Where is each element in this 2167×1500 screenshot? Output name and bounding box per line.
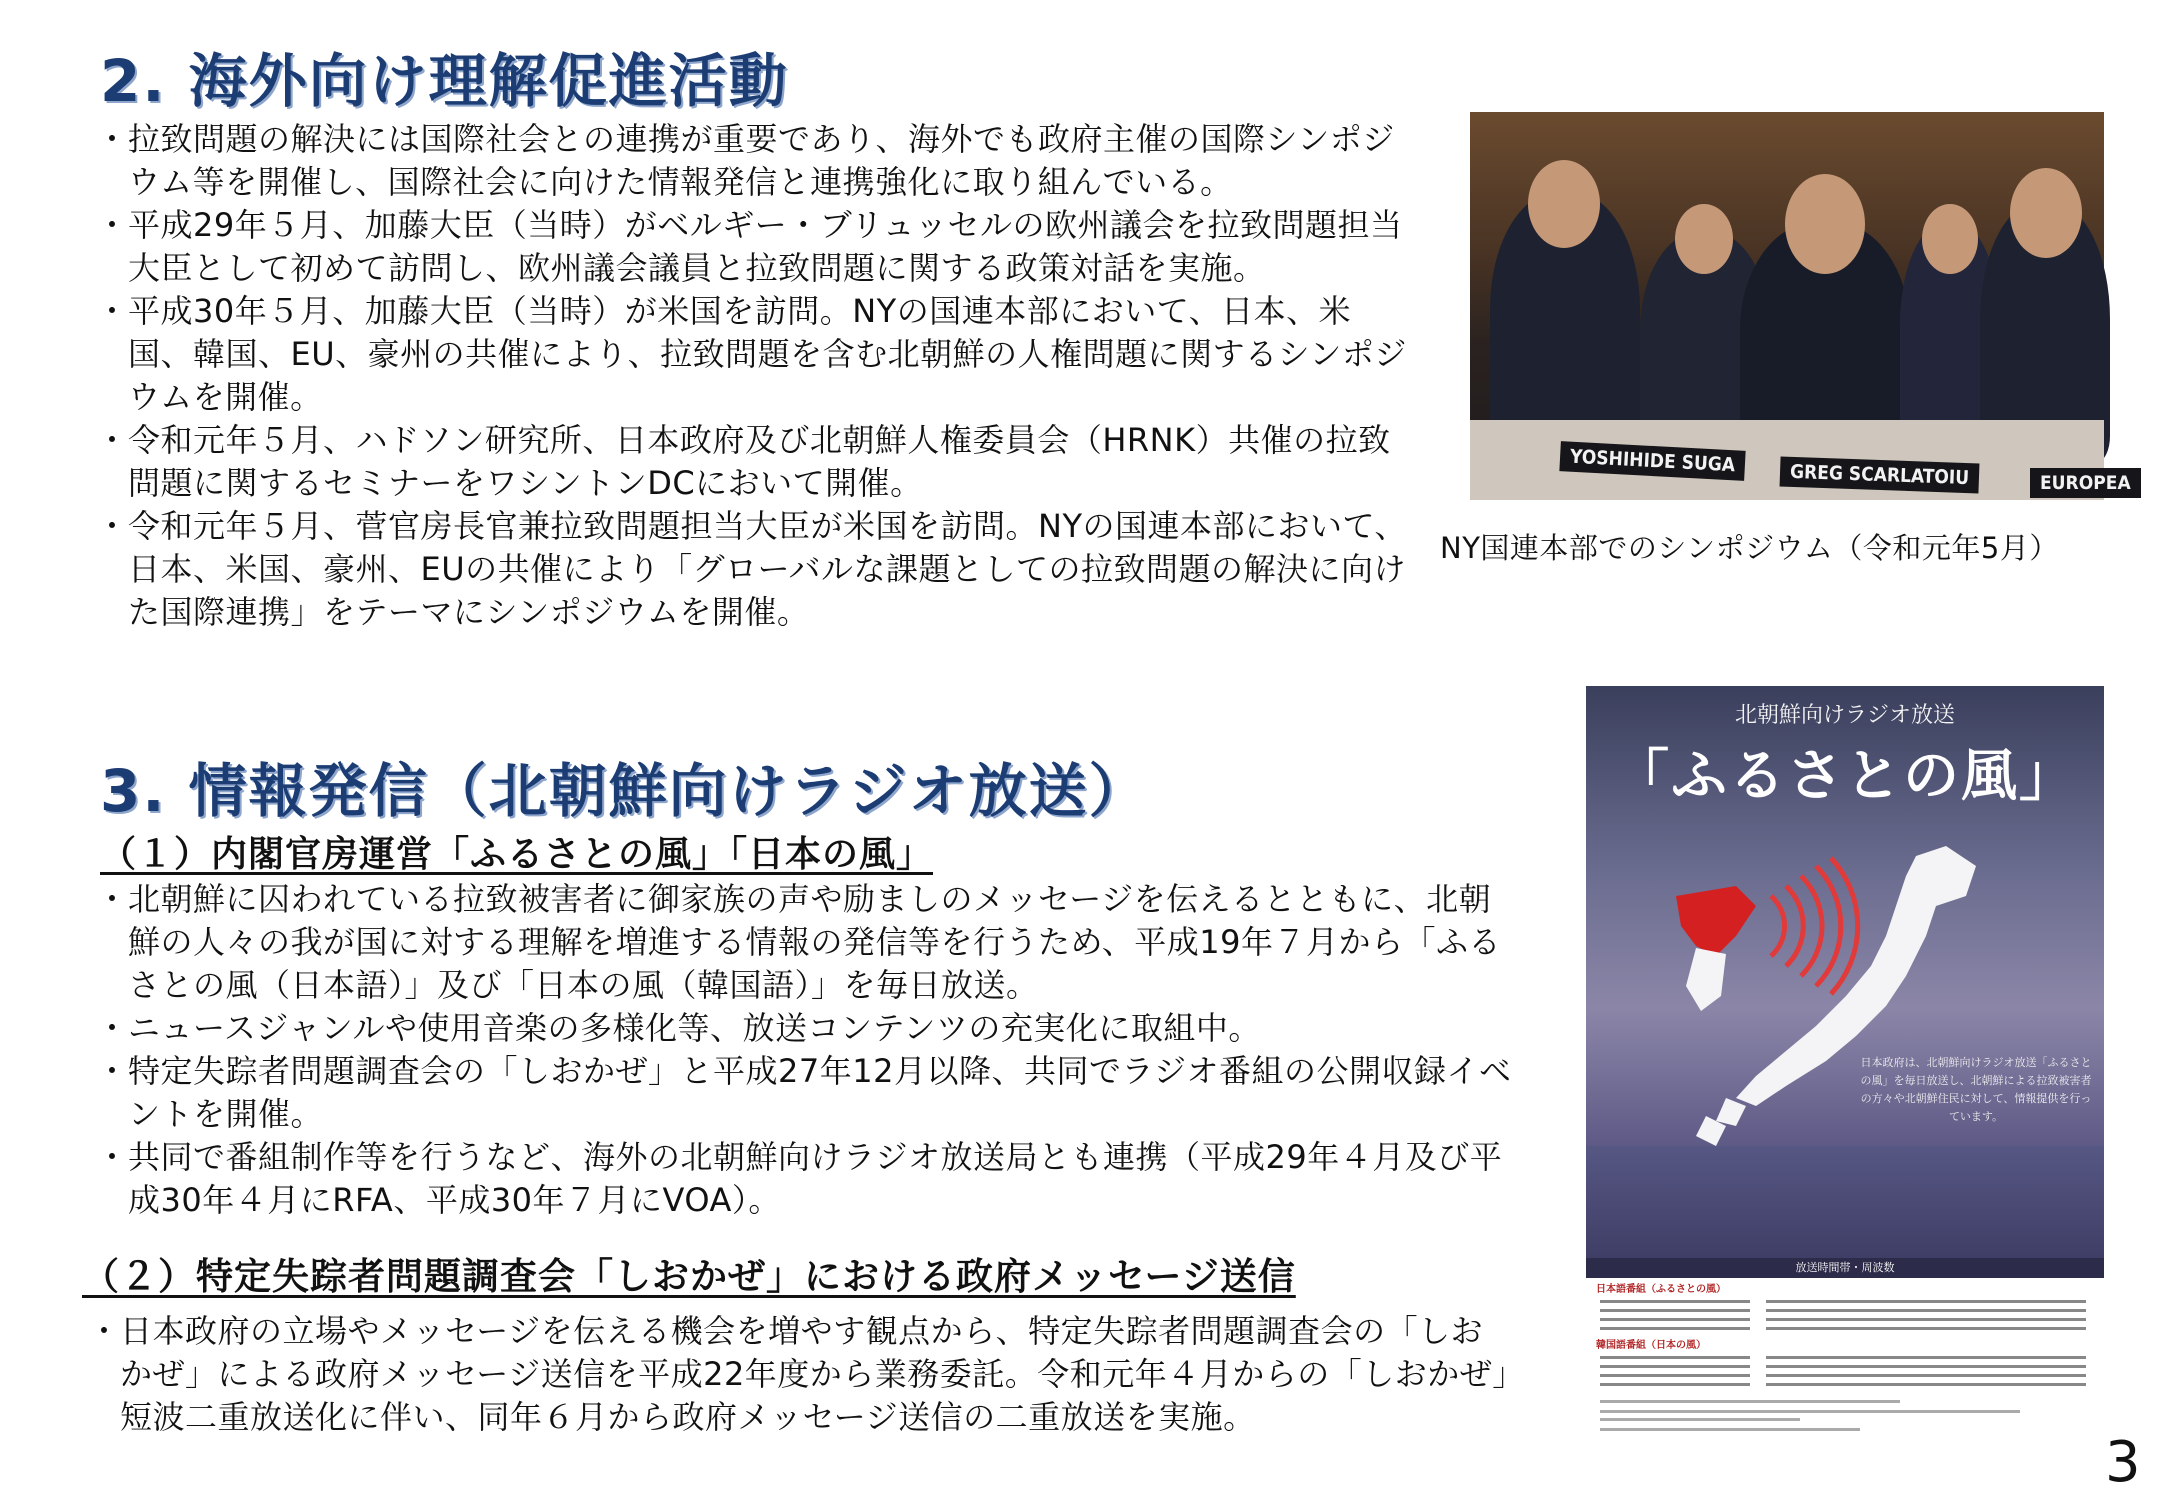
poster-footer-placeholder	[1596, 1396, 2094, 1436]
schedule-table	[1596, 1284, 2094, 1440]
subsection1-bullets	[102, 878, 1512, 1222]
list-item: ・ 拉致問題の解決には国際社会との連携が重要であり、海外でも政府主催の国際シンポジウム等を開催し、国際社会に向けた情報発信と連携強化に取り組んでいる。	[102, 118, 1412, 204]
radio-poster	[1586, 686, 2104, 1411]
photo-caption: NY国連本部でのシンポジウム（令和元年5月）	[1440, 531, 2059, 565]
nameplate: YOSHIHIDE SUGA	[1559, 441, 1745, 481]
symposium-photo	[1470, 112, 2131, 500]
nameplate: GREG SCARLATOIU	[1780, 457, 1980, 494]
list-item: ・ ニュースジャンルや使用音楽の多様化等、放送コンテンツの充実化に取組中。	[102, 1007, 1512, 1050]
schedule-jp-title: 日本語番組（ふるさとの風）	[1596, 1284, 1726, 1295]
list-item: ・ 特定失踪者問題調査会の「しおかぜ」と平成27年12月以降、共同でラジオ番組の公開収録イベントを開催。	[102, 1050, 1512, 1136]
list-item: ・ 北朝鮮に囚われている拉致被害者に御家族の声や励ましのメッセージを伝えるとともに、北朝鮮の人々の我が国に対する理解を増進する情報の発信等を行うため、平成19年７月から「ふるさとの風（日本語）」及び「日本の風（韓国語）」を毎日放送。	[102, 878, 1512, 1007]
list-item: ・ 共同で番組制作等を行うなど、海外の北朝鮮向けラジオ放送局とも連携（平成29年４月及び平成30年４月にRFA、平成30年７月にVOA）。	[102, 1136, 1512, 1222]
section3-heading: 3. 情報発信（北朝鮮向けラジオ放送）	[100, 757, 1149, 825]
subsection2-heading: （２）特定失踪者問題調査会「しおかぜ」における政府メッセージ送信	[82, 1255, 1296, 1298]
page-number: 3	[2105, 1430, 2141, 1495]
section2-bullets	[102, 118, 1412, 634]
poster-title: 「ふるさとの風」	[1613, 743, 2077, 809]
list-item: ・ 日本政府の立場やメッセージを伝える機会を増やす観点から、特定失踪者問題調査会の「しおかぜ」による政府メッセージ送信を平成22年度から業務委託。令和元年４月からの「しおかぜ」短波二重放送化に伴い、同年６月から政府メッセージ送信の二重放送を実施。	[94, 1310, 1514, 1439]
schedule-header: 放送時間帯・周波数	[1586, 1258, 2104, 1278]
list-item: ・ 令和元年５月、ハドソン研究所、日本政府及び北朝鮮人権委員会（HRNK）共催の拉致問題に関するセミナーをワシントンDCにおいて開催。	[102, 419, 1412, 505]
list-item: ・ 令和元年５月、菅官房長官兼拉致問題担当大臣が米国を訪問。NYの国連本部において、日本、米国、豪州、EUの共催により「グローバルな課題としての拉致問題の解決に向けた国際連携」をテーマにシンポジウムを開催。	[102, 505, 1412, 634]
schedule-kr-title: 韓国語番組（日本の風）	[1596, 1340, 1706, 1351]
subsection1-heading: （１）内閣官房運営「ふるさとの風」「日本の風」	[100, 834, 934, 875]
schedule-rows-placeholder	[1596, 1296, 2094, 1336]
subsection2-bullets	[94, 1310, 1514, 1439]
section2-heading: 2. 海外向け理解促進活動	[100, 47, 789, 115]
schedule-rows-placeholder	[1596, 1352, 2094, 1392]
poster-pretitle: 北朝鮮向けラジオ放送	[1734, 703, 1955, 728]
nameplate: EUROPEA	[2030, 468, 2141, 498]
poster-note: 日本政府は、北朝鮮向けラジオ放送「ふるさとの風」を毎日放送し、北朝鮮による拉致被害者の方々や北朝鮮住民に対して、情報提供を行っています。	[1860, 1056, 2092, 1123]
list-item: ・ 平成30年５月、加藤大臣（当時）が米国を訪問。NYの国連本部において、日本、米国、韓国、EU、豪州の共催により、拉致問題を含む北朝鮮の人権問題に関するシンポジウムを開催。	[102, 290, 1412, 419]
list-item: ・ 平成29年５月、加藤大臣（当時）がベルギー・ブリュッセルの欧州議会を拉致問題担当大臣として初めて訪問し、欧州議会議員と拉致問題に関する政策対話を実施。	[102, 204, 1412, 290]
